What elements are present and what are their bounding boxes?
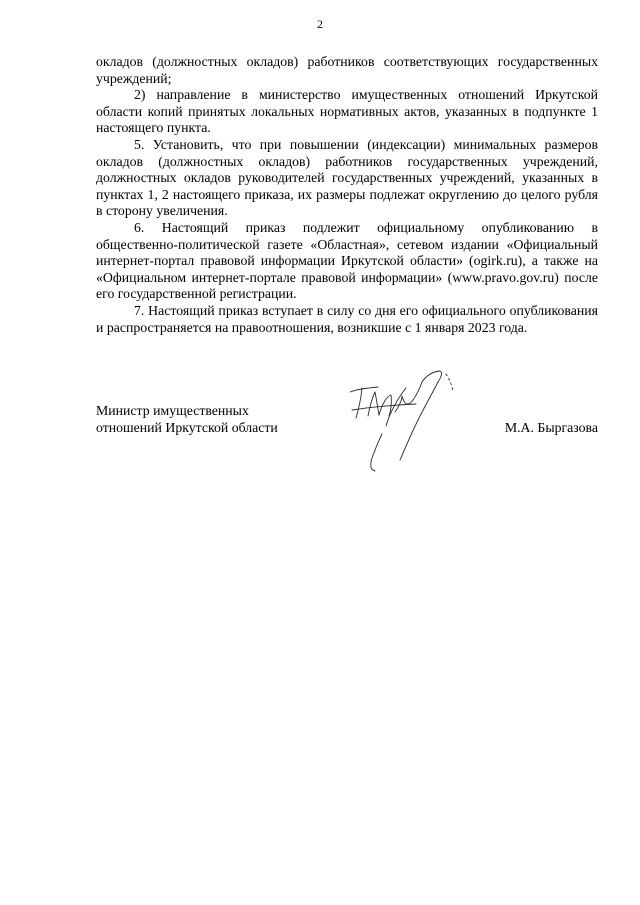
paragraph-subitem-2: 2) направление в министерство имущественных отношений Иркутской области копий принятых локальных нормативных актов, указанных в подпункте 1 настоящего пункта. — [96, 87, 598, 136]
signer-name: М.А. Быргазова — [504, 420, 598, 435]
signer-title-line2: отношений Иркутской области — [96, 420, 278, 435]
handwritten-signature — [342, 368, 472, 486]
paragraph-continuation: окладов (должностных окладов) работников соответствующих государственных учреждений; — [96, 54, 598, 86]
document-body — [96, 54, 598, 336]
signature-block — [96, 402, 598, 492]
paragraph-item-7: 7. Настоящий приказ вступает в силу со дня его официального опубликования и распространяется на правоотношения, возникшие с 1 января 2023 года. — [96, 302, 598, 335]
signer-title — [96, 402, 278, 436]
page-number: 2 — [317, 17, 323, 31]
signer-title-line1: Министр имущественных — [96, 403, 249, 418]
paragraph-item-6: 6. Настоящий приказ подлежит официальному опубликованию в общественно-политической газете «Областная», сетевом издании «Официальный интернет-портал правовой информации Иркутской области» (ogirk.ru), а также на «Официальном интернет-портале правовой информации» (www.pravo.gov.ru) после его государственной регистрации. — [96, 219, 598, 302]
paragraph-item-5: 5. Установить, что при повышении (индексации) минимальных размеров окладов (должностных окладов) работников государственных учреждений, должностных окладов руководителей государственных учреждений, указанных в пунктах 1, 2 настоящего приказа, их размеры подлежат округлению до целого рубля в сторону увеличения. — [96, 136, 598, 219]
